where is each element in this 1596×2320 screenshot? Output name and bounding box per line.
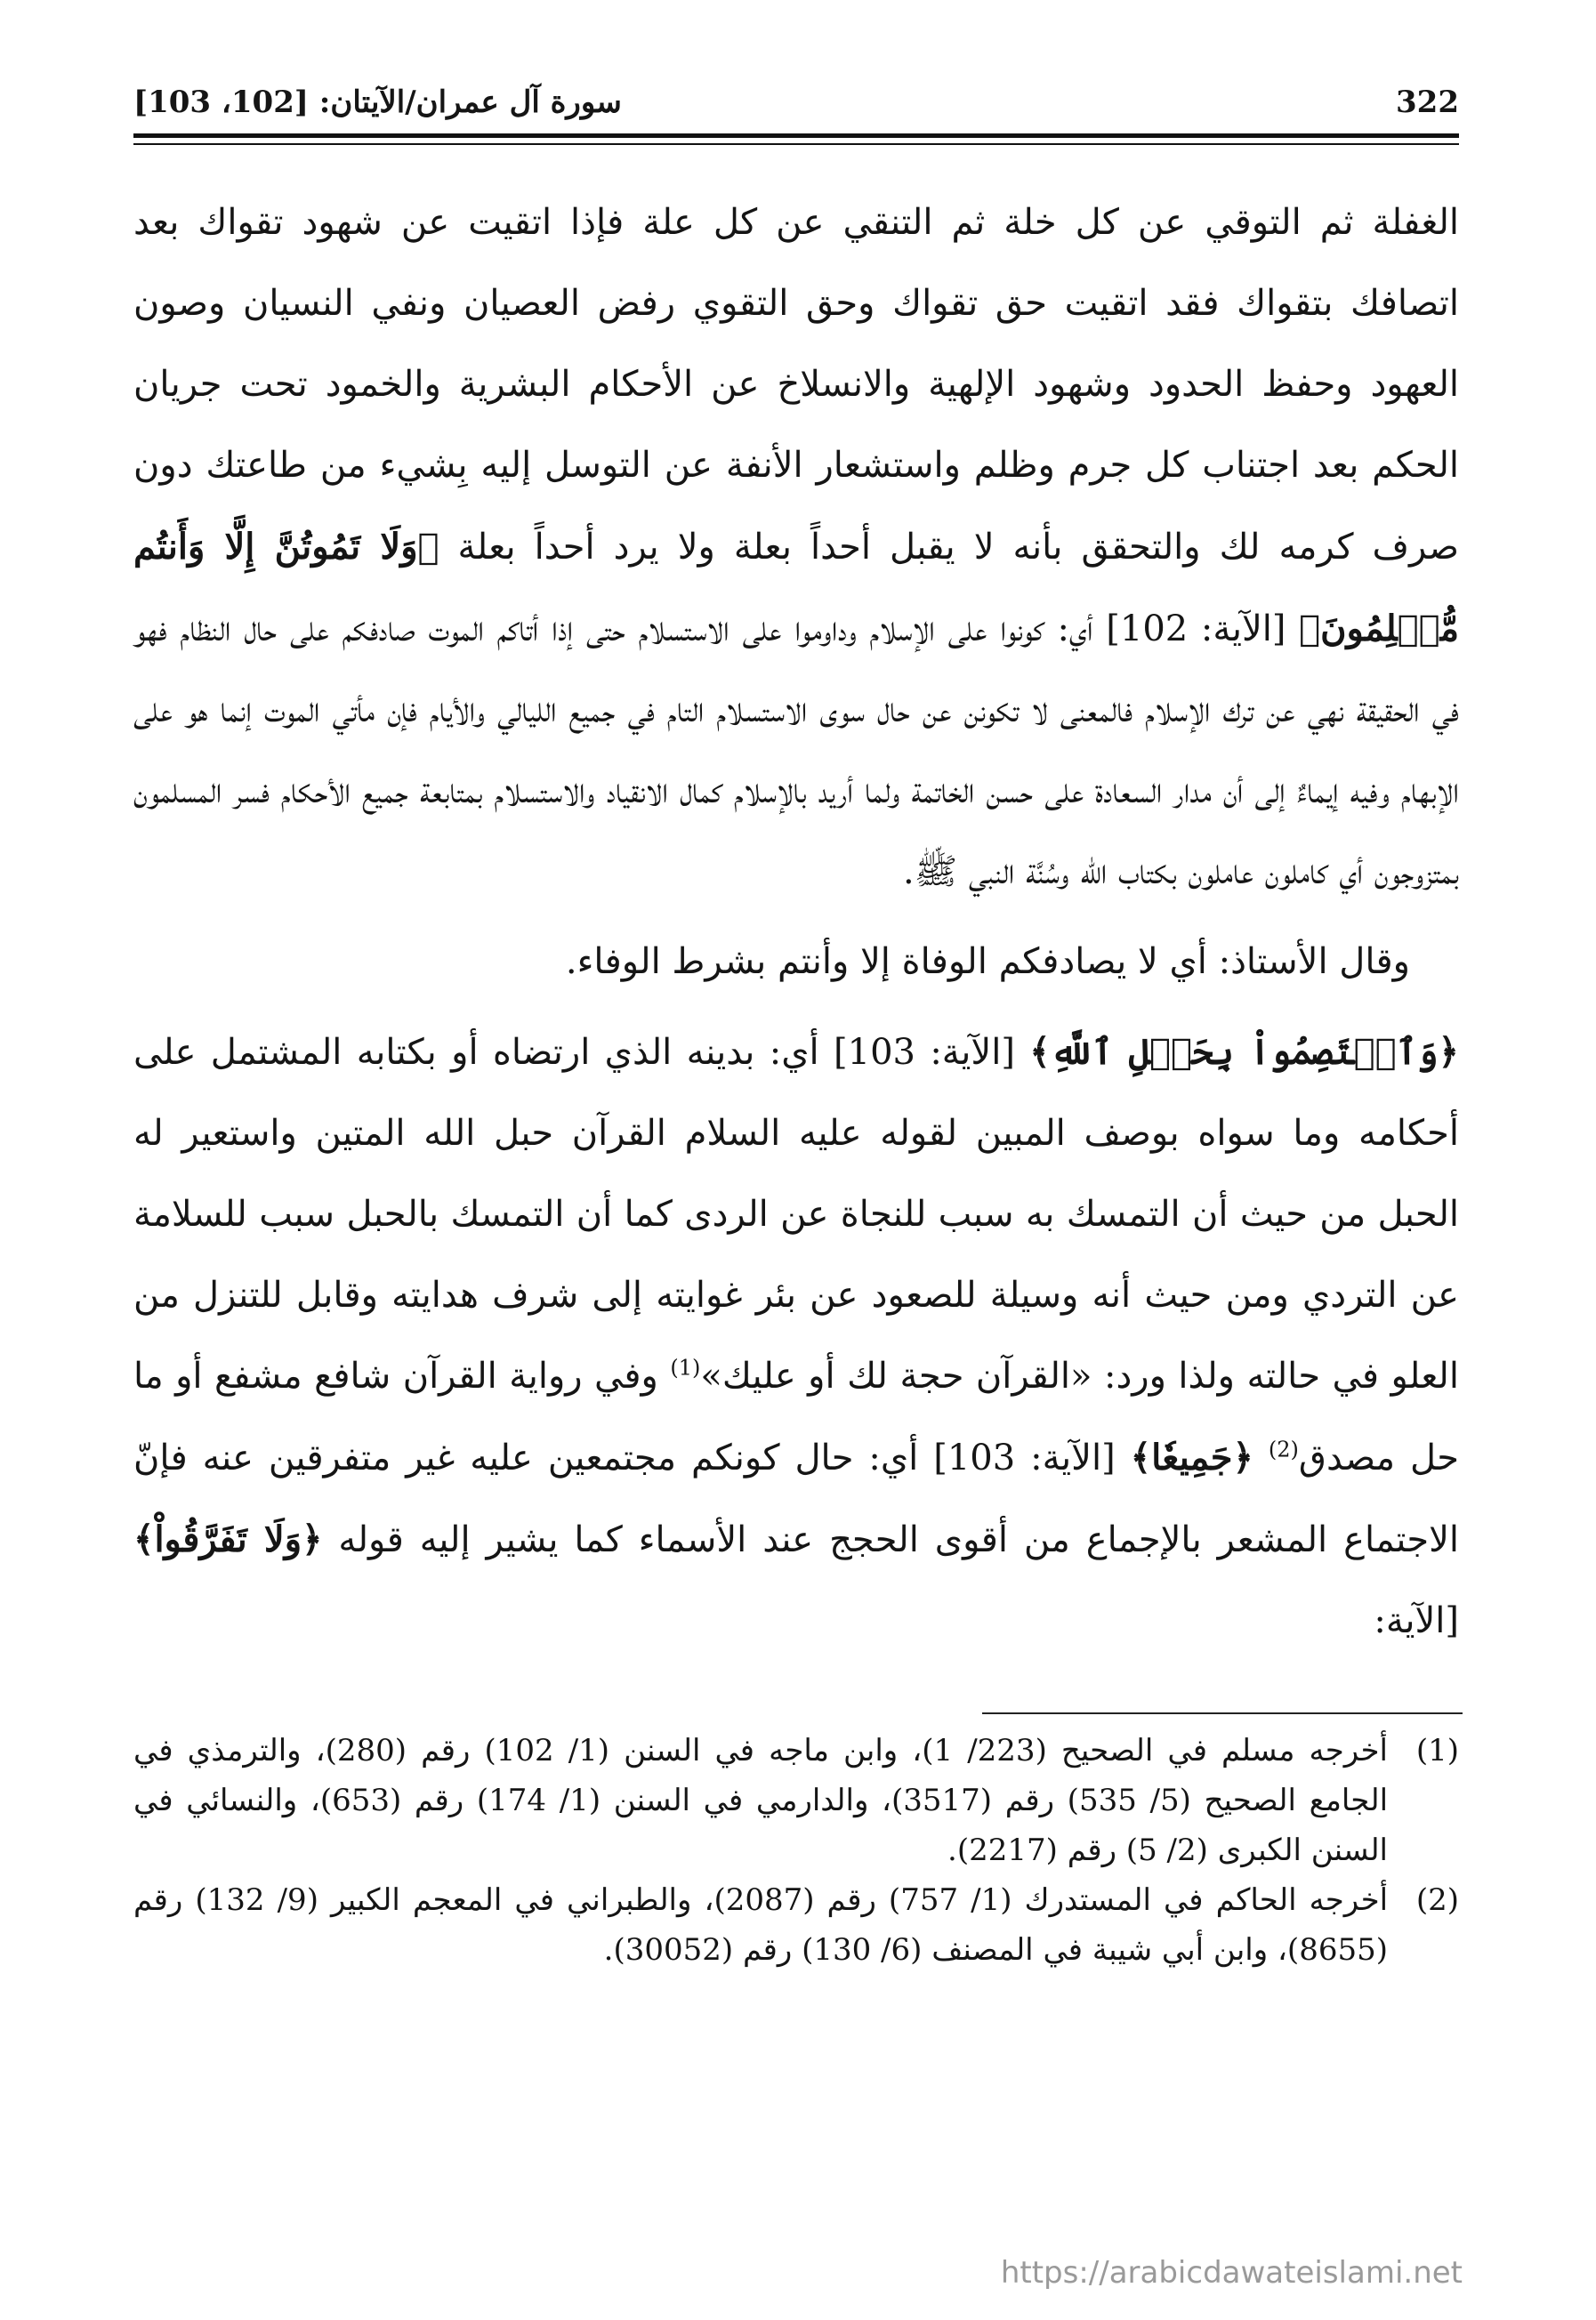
quran-quote-3: ﴿جَمِيعٗا﴾ [1130,1437,1253,1478]
paragraph-1-text: الغفلة ثم التوقي عن كل خلة ثم التنقي عن كل علة فإذا اتقيت عن شهود تقواك بعد اتصافك بتقواك فقد اتقيت حق تقواك وحق التقوي رفض العصيان ونفي النسيان وصون العهود وحفظ الحدود وشهود الإلهية والانسلاخ عن الأحكام البشرية والخمود تحت جريان الحكم بعد اجتناب كل جرم وظلم واستشعار الأنفة عن التوسل إليه بِشيء من طاعتك دون صرف كرمه لك والتحقق بأنه لا يقبل أحداً بعلة ولا يرد أحداً بعلة [133,202,1460,568]
footnote-text: أخرجه الحاكم في المستدرك (1/ 757) رقم (2087)، والطبراني في المعجم الكبير (9/ 132) رقم (8655)، وابن أبي شيبة في المصنف (6/ 130) رقم (30052). [133,1882,1389,1968]
paragraph-3-text-b: وفي رواية القرآن شافع مشفع أو ما حل مصدق [133,1356,1459,1478]
paragraph-3-text-a: [الآية: 103] أي: بدينه الذي ارتضاه أو بكتابه المشتمل على أحكامه وما سواه بوصف المبين لقوله عليه السلام القرآن حبل الله المتين واستعير له الحبل من حيث أن التمسك به سبب للنجاة عن الردى كما أن التمسك بالحبل سبب للسلامة عن التردي ومن حيث أنه وسيلة للصعود عن بئر غوايته إلى شرف هدايته وقابل للتنزل من العلو في حالته ولذا ورد: «القرآن حجة لك أو عليك» [133,1032,1459,1397]
running-title: سورة آل عمران/الآيتان: [102، 103] [133,85,622,120]
paragraph-3 [133,1011,1459,1662]
paragraph-3-text-c: [الآية: 103] أي: حال كونكم مجتمعين عليه غير متفرقين عنه فإنّ الاجتماع المشعر بالإجماع من أقوى الحجج عند الأسماء كما يشير إليه قوله [133,1438,1459,1560]
paragraph-1 [133,182,1459,913]
quran-quote-4: ﴿وَلَا تَفَرَّقُواْ﴾ [133,1518,323,1560]
footnote-separator [982,1712,1463,1714]
page-number: 322 [1396,85,1459,120]
watermark-url: https://arabicdawateislami.net [1000,2255,1463,2291]
page-header [133,85,1459,129]
footnote-1 [133,1726,1459,1875]
header-rule-thin [133,143,1459,145]
header-rule-thick [133,133,1459,138]
main-text [133,182,1459,1662]
footnotes [133,1726,1459,1975]
footnote-text: أخرجه مسلم في الصحيح (223/ 1)، وابن ماجه في السنن (1/ 102) رقم (280)، والترمذي في الجامع الصحيح (5/ 535) رقم (3517)، والدارمي في السنن (1/ 174) رقم (653)، والنسائي في السنن الكبرى (2/ 5) رقم (2217). [133,1733,1389,1868]
quran-quote-2: ﴿وَٱعۡتَصِمُواْ بِحَبۡلِ ٱللَّهِ﴾ [1029,1031,1459,1073]
footnote-number: (1) [1415,1733,1459,1768]
footnote-ref-1[interactable]: (1) [670,1355,701,1381]
footnote-ref-2[interactable]: (2) [1268,1437,1299,1462]
quran-quote-1: ﴿وَلَا تَمُوتُنَّ إِلَّا وَأَنتُم مُّسۡلِمُونَ﴾ [133,526,1460,649]
paragraph-1-continuation: [الآية: 102] أي: كونوا على الإسلام وداوموا على الاستسلام حتى إذا أتاكم الموت صادفكم على حال النظام فهو في الحقيقة نهي عن ترك الإسلام فالمعنى لا تكونن عن حال سوى الاستسلام التام في جميع الليالي والأيام فإن مأتي الموت إنما هو على الإبهام وفيه إيماءٌ إلى أن مدار السعادة على حسن الخاتمة ولما أريد بالإسلام كمال الانقياد والاستسلام بمتابعة جميع الأحكام فسر المسلمون بمتزوجون أي كاملون عاملون بكتاب الله وسُنَّة النبي ﷺ. [133,608,1459,892]
footnote-2 [133,1875,1459,1975]
paragraph-3-text-d: [الآية: [1374,1600,1459,1641]
footnote-number: (2) [1415,1882,1459,1918]
paragraph-2: وقال الأستاذ: أي لا يصادفكم الوفاة إلا وأنتم بشرط الوفاء. [565,941,1410,982]
